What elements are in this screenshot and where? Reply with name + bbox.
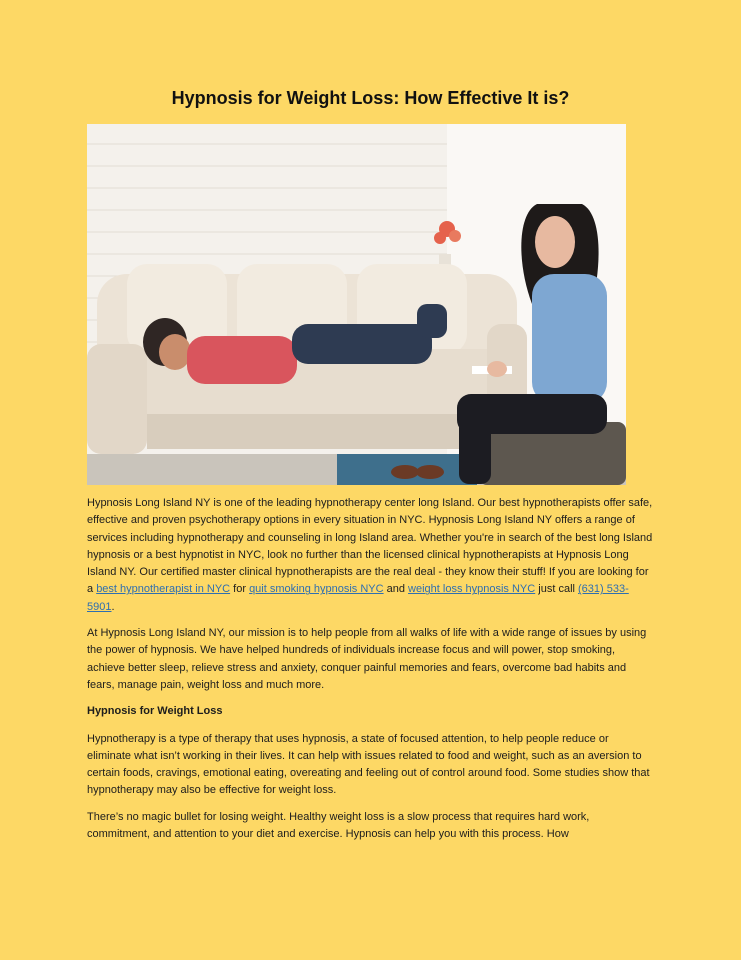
weight-loss-link[interactable]: weight loss hypnosis NYC xyxy=(408,583,536,596)
intro-text-just-call: just call xyxy=(535,583,579,596)
intro-text-and: and xyxy=(383,583,409,596)
mission-paragraph: At Hypnosis Long Island NY, our mission is to help people from all walks of life with a wide range of issues by using the power of hypnosis. We have helped hundreds of individuals increase focus and will power, stop smoking, achieve better sleep, relieve stress and anxiety, conquer painful memories and fears, overcome bad habits and fears, manage pain, weight loss and much more. xyxy=(87,627,647,691)
phone-link[interactable]: (631) 533-5901 xyxy=(87,583,629,613)
best-hypnotherapist-link[interactable]: best hypnotherapist in NYC xyxy=(96,583,231,596)
article-body xyxy=(87,495,655,852)
quit-smoking-link[interactable]: quit smoking hypnosis NYC xyxy=(249,583,384,596)
intro-text-for: for xyxy=(230,583,250,596)
page-title: Hypnosis for Weight Loss: How Effective It is? xyxy=(171,88,570,108)
intro-paragraph xyxy=(87,495,655,616)
hero-image xyxy=(87,124,626,485)
hypnotherapy-paragraph: Hypnotherapy is a type of therapy that uses hypnosis, a state of focused attention, to help people reduce or eliminate what isn’t working in their lives. It can help with issues related to food and weight, such as an aversion to certain foods, cravings, emotional eating, overeating and feeling out of control around food. Some studies show that hypnotherapy may also be effective for weight loss. xyxy=(87,732,650,797)
intro-text-end: . xyxy=(111,600,115,613)
section-heading: Hypnosis for Weight Loss xyxy=(87,705,223,718)
therapy-session-photo-icon xyxy=(87,124,626,485)
magic-bullet-paragraph: There’s no magic bullet for losing weight. Healthy weight loss is a slow process that requires hard work, commitment, and attention to your diet and exercise. Hypnosis can help you with this process. How xyxy=(87,810,590,841)
intro-text: Hypnosis Long Island NY is one of the leading hypnotherapy center long Island. Our best hypnotherapists offer safe, effective and proven psychotherapy options in every situation in NYC. Hypnosis Long Island NY offers a range of services including hypnotherapy and counseling in long Island area. Whether you're in search of the best long Island hypnosis or a best hypnotist in NYC, look no further than the licensed clinical hypnotherapists at Hypnosis Long Island NY. Our certified master clinical hypnotherapists are the real deal - they know their stuff! If you are looking for a xyxy=(87,497,653,596)
